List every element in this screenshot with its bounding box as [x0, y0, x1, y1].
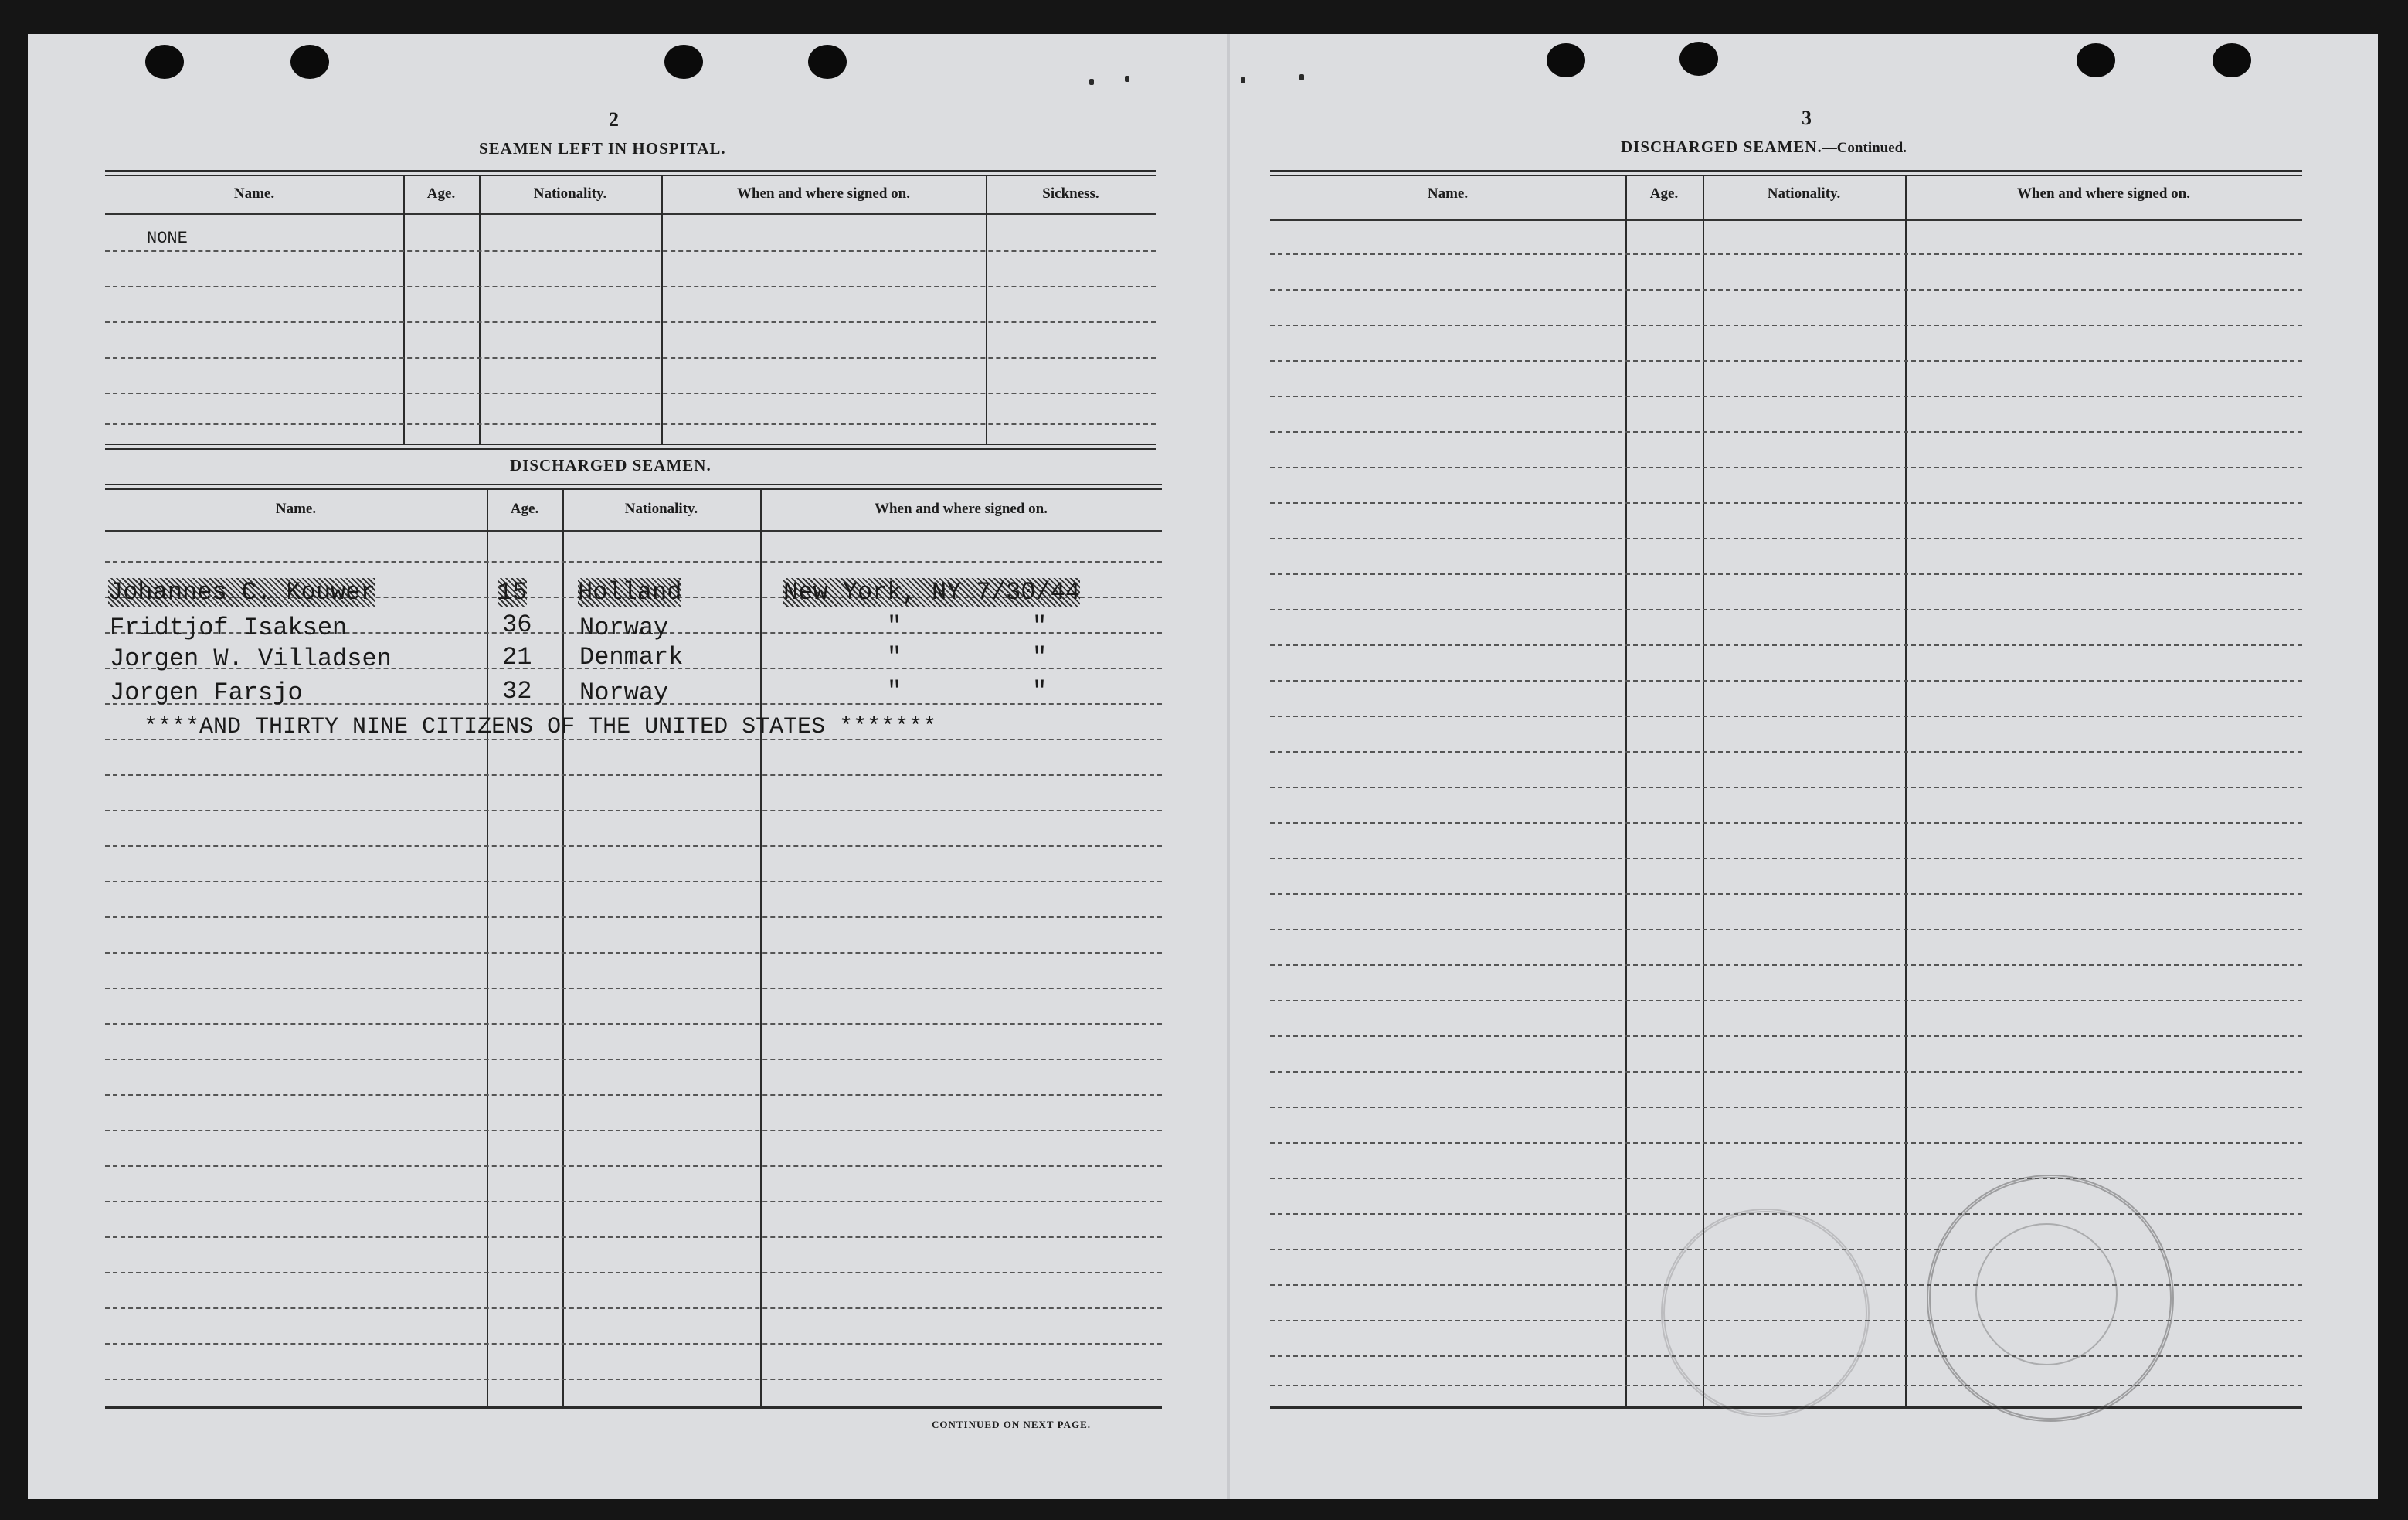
discharged-table	[105, 484, 1162, 1457]
seaman-nationality: Norway	[579, 614, 669, 642]
seaman-nationality: Denmark	[579, 643, 684, 672]
seaman-age: 36	[502, 610, 532, 639]
seaman-name: Jorgen W. Villadsen	[110, 644, 392, 673]
ledger-sheet	[28, 34, 2378, 1499]
discharged-continued-title	[1621, 138, 1907, 157]
seaman-name: Fridtjof Isaksen	[110, 614, 348, 642]
right-page	[1230, 34, 2378, 1499]
hospital-table	[105, 170, 1156, 479]
struck-age: 15	[498, 578, 528, 607]
discharged-section-title: DISCHARGED SEAMEN.	[510, 456, 712, 474]
citizens-note: ****AND THIRTY NINE CITIZENS OF THE UNITED STATES *******	[144, 714, 937, 740]
ditto-mark: "	[887, 677, 902, 706]
seaman-name: Jorgen Farsjo	[110, 678, 303, 707]
title-suffix: —Continued.	[1822, 140, 1907, 156]
column-header: Age.	[510, 501, 539, 517]
seaman-age: 21	[502, 643, 532, 672]
hospital-section-title: SEAMEN LEFT IN HOSPITAL.	[479, 139, 726, 158]
hospital-entry: NONE	[147, 229, 188, 248]
column-header: Nationality.	[1767, 185, 1841, 202]
official-stamp	[1927, 1175, 2174, 1422]
column-header: Name.	[275, 501, 317, 517]
ditto-mark: "	[887, 643, 902, 672]
left-page	[28, 34, 1227, 1499]
ditto-mark: "	[887, 612, 902, 641]
ditto-mark: "	[1032, 612, 1048, 641]
seaman-nationality: Norway	[579, 678, 669, 707]
column-header: Nationality.	[533, 185, 607, 202]
struck-name: Johannes C. Kouwer	[108, 578, 375, 607]
column-header: When and where signed on.	[2016, 185, 2190, 202]
column-header: When and where signed on.	[736, 185, 910, 202]
page-number: 3	[1802, 107, 1812, 129]
faint-stamp	[1661, 1209, 1870, 1417]
struck-signed-on: New York, NY 7/30/44	[783, 578, 1081, 607]
ditto-mark: "	[1032, 643, 1048, 672]
column-header: Age.	[426, 185, 456, 202]
column-header: Name.	[233, 185, 275, 202]
column-header: Name.	[1427, 185, 1469, 202]
ditto-mark: "	[1032, 677, 1048, 706]
seaman-age: 32	[502, 677, 532, 706]
column-header: Nationality.	[624, 501, 698, 517]
column-header: When and where signed on.	[874, 501, 1048, 517]
page-number: 2	[609, 108, 619, 131]
title-main: DISCHARGED SEAMEN.	[1621, 138, 1822, 156]
struck-nationality: Holland	[578, 578, 682, 607]
column-header: Sickness.	[1042, 185, 1099, 202]
continued-footer: CONTINUED ON NEXT PAGE.	[932, 1419, 1091, 1430]
column-header: Age.	[1649, 185, 1679, 202]
